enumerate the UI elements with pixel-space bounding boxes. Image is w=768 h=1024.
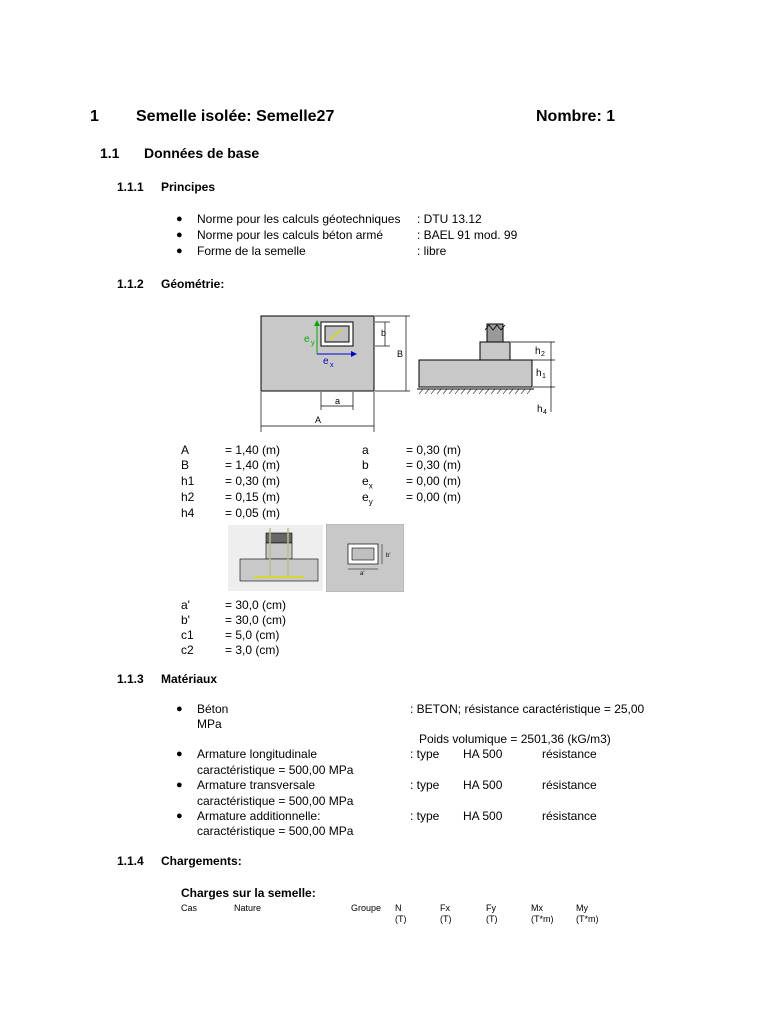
poids-volumique: Poids volumique = 2501,36 (kG/m3) <box>419 732 611 746</box>
bullet-icon: ● <box>176 703 183 715</box>
param-name: A <box>181 443 190 457</box>
geometrie-title: Géométrie: <box>161 277 225 291</box>
principes-title: Principes <box>161 180 216 194</box>
bullet-icon: ● <box>176 779 183 791</box>
param-value: = 3,0 (cm) <box>225 643 280 657</box>
armature-label: Armature longitudinale <box>197 747 318 761</box>
footing-elevation-diagram <box>413 320 563 420</box>
a-label: a <box>335 396 341 406</box>
param-value: = 0,05 (m) <box>225 506 281 520</box>
beton-label-cont: MPa <box>197 717 222 731</box>
materiaux-number: 1.1.3 <box>117 672 144 686</box>
A-label: A <box>315 415 322 425</box>
geometrie-number: 1.1.2 <box>117 277 144 291</box>
param-value: = 0,15 (m) <box>225 490 281 504</box>
column-header: Mx <box>531 903 543 913</box>
bullet-icon: ● <box>176 748 183 760</box>
footing-plan-diagram <box>255 310 415 435</box>
param-name: $e_x$ <box>362 474 373 491</box>
param-value: = 30,0 (cm) <box>225 598 287 612</box>
list-item-label: Forme de la semelle <box>197 244 306 258</box>
h2-label: h <box>535 346 541 357</box>
subsection-title: Données de base <box>144 145 260 161</box>
param-value: = 0,30 (m) <box>406 458 462 472</box>
chargements-title: Chargements: <box>161 854 242 868</box>
param-name: h2 <box>181 490 195 504</box>
bullet-icon: ● <box>176 810 183 822</box>
armature-type: HA 500 <box>463 747 503 761</box>
param-value: = 0,00 (m) <box>406 474 462 488</box>
column-header: My <box>576 903 588 913</box>
count-label: Nombre: 1 <box>536 108 616 125</box>
column-unit: (T) <box>395 914 407 924</box>
list-item-label: Norme pour les calculs béton armé <box>197 228 384 242</box>
param-value: = 0,00 (m) <box>406 490 462 504</box>
ey-sub: y <box>311 340 315 347</box>
column-unit: (T*m) <box>531 914 554 924</box>
table-title: Charges sur la semelle: <box>181 886 316 900</box>
column-header: N <box>395 903 402 913</box>
list-item-value: : DTU 13.12 <box>417 212 482 226</box>
beton-label: Béton <box>197 702 229 716</box>
column-header: Fy <box>486 903 496 913</box>
armature-res-label: résistance <box>542 809 597 823</box>
param-name: c2 <box>181 643 194 657</box>
B-label: B <box>397 349 404 359</box>
armature-label: Armature transversale <box>197 778 316 792</box>
subsection-number: 1.1 <box>100 145 120 161</box>
column-header: Cas <box>181 903 198 913</box>
list-item-value: : libre <box>417 244 447 258</box>
column-unit: (T) <box>486 914 498 924</box>
armature-type-label: : type <box>410 747 440 761</box>
principes-number: 1.1.1 <box>117 180 144 194</box>
section-number: 1 <box>90 108 99 125</box>
reinforcement-elevation-diagram <box>228 525 323 591</box>
armature-resistance: caractéristique = 500,00 MPa <box>197 794 354 808</box>
param-value: = 1,40 (m) <box>225 458 281 472</box>
param-name: b <box>362 458 369 472</box>
armature-resistance: caractéristique = 500,00 MPa <box>197 824 354 838</box>
column-header: Nature <box>234 903 262 913</box>
param-value: = 30,0 (cm) <box>225 613 287 627</box>
param-name: b' <box>181 613 190 627</box>
ey-label: e <box>304 334 310 345</box>
param-name: $e_y$ <box>362 490 373 507</box>
bullet-icon: ● <box>176 245 183 257</box>
beton-value: : BETON; résistance caractéristique = 25,00 <box>410 702 645 716</box>
param-name: h1 <box>181 474 195 488</box>
column-unit: (T) <box>440 914 452 924</box>
armature-type-label: : type <box>410 778 440 792</box>
page-title: Semelle isolée: Semelle27 <box>136 108 335 125</box>
bullet-icon: ● <box>176 229 183 241</box>
bullet-icon: ● <box>176 213 183 225</box>
ex-sub: x <box>330 362 334 369</box>
armature-type-label: : type <box>410 809 440 823</box>
armature-resistance: caractéristique = 500,00 MPa <box>197 763 354 777</box>
column-header: Fx <box>440 903 450 913</box>
param-name: a <box>362 443 369 457</box>
h4-sub: 4 <box>543 409 547 416</box>
column-header: Groupe <box>351 903 382 913</box>
armature-res-label: résistance <box>542 778 597 792</box>
b-prime-label: b' <box>386 553 391 559</box>
param-value: = 5,0 (cm) <box>225 628 280 642</box>
h1-sub: 1 <box>542 373 546 380</box>
param-name: B <box>181 458 190 472</box>
a-prime-label: a' <box>360 571 365 577</box>
list-item-label: Norme pour les calculs géotechniques <box>197 212 401 226</box>
h2-sub: 2 <box>541 351 545 358</box>
armature-label: Armature additionnelle: <box>197 809 321 823</box>
param-value: = 0,30 (m) <box>406 443 462 457</box>
column-unit: (T*m) <box>576 914 599 924</box>
list-item-value: : BAEL 91 mod. 99 <box>417 228 518 242</box>
chargements-number: 1.1.4 <box>117 854 144 868</box>
param-name: h4 <box>181 506 195 520</box>
armature-type: HA 500 <box>463 809 503 823</box>
materiaux-title: Matériaux <box>161 672 218 686</box>
param-name: c1 <box>181 628 194 642</box>
param-value: = 1,40 (m) <box>225 443 281 457</box>
h1-label: h <box>536 368 542 379</box>
reinforcement-plan-diagram <box>326 524 404 592</box>
param-value: = 0,30 (m) <box>225 474 281 488</box>
b-label: b <box>381 328 387 338</box>
armature-res-label: résistance <box>542 747 597 761</box>
armature-type: HA 500 <box>463 778 503 792</box>
h4-label: h <box>537 404 543 415</box>
ex-label: e <box>323 356 329 367</box>
param-name: a' <box>181 598 190 612</box>
